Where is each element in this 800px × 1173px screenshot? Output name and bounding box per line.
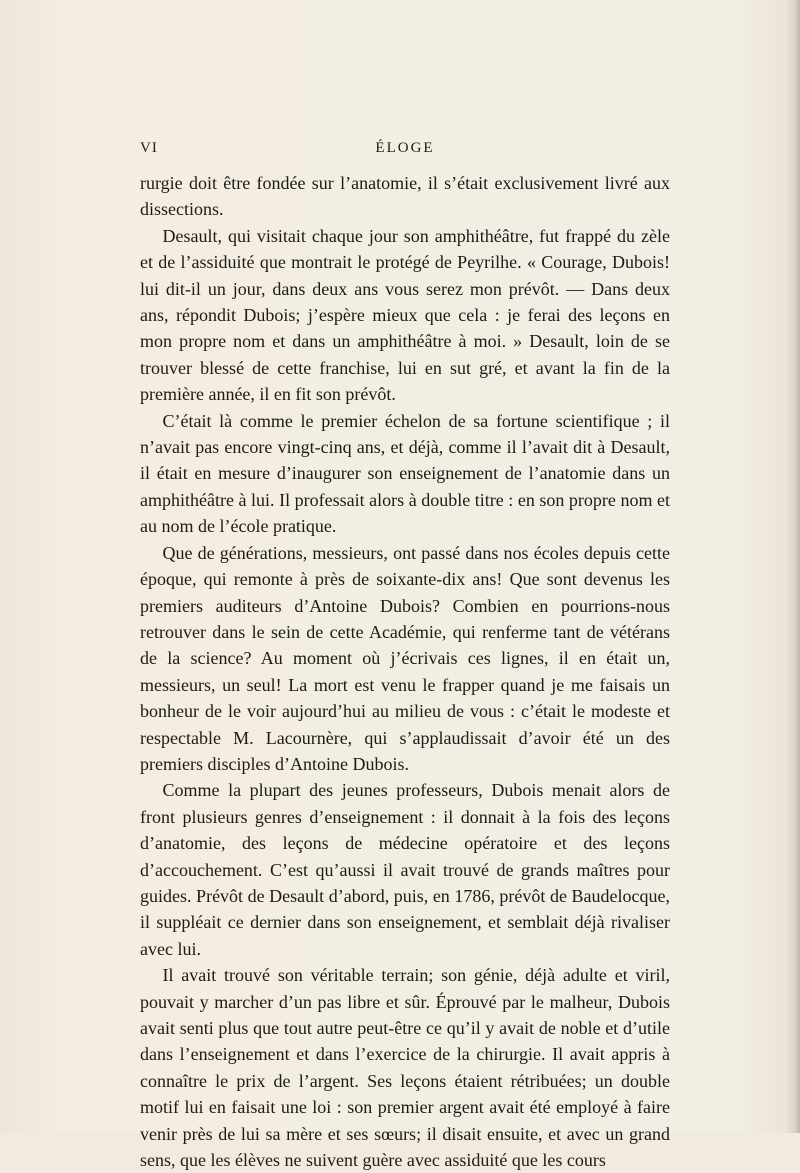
- running-title: ÉLOGE: [375, 140, 435, 156]
- paragraph-continuation: rurgie doit être fondée sur l’anatomie, il s’était exclusivement livré aux dissections.: [140, 173, 670, 220]
- paragraph-terrain: Il avait trouvé son véritable terrain; son génie, déjà adulte et viril, pouvait y marcher d’un pas libre et sûr. Éprouvé par le malheur, Dubois avait senti plus que tout autre peut-être ce qu’il y avait de noble et d’utile dans l’enseignement et dans l’exercice de la chirurgie. Il avait appris à connaître le prix de l’argent. Ses leçons étaient rétribuées; un double motif lui en faisait une loi : son premier argent avait été employé à faire venir près de lui sa mère et ses sœurs; il disait ensuite, et avec un grand sens, que les élèves ne suivent guère avec assiduité que les cours: [140, 965, 670, 1171]
- page-edge-shadow: [786, 0, 800, 1133]
- body-text: [140, 170, 670, 1173]
- paragraph-premier-echelon: C’était là comme le premier échelon de sa fortune scientifique ; il n’avait pas encore vingt-cinq ans, et déjà, comme il l’avait dit à Desault, il était en mesure d’inaugurer son enseignement de l’anatomie dans un amphithéâtre à lui. Il professait alors à double titre : en son propre nom et au nom de l’école pratique.: [140, 410, 670, 537]
- page-header: [140, 140, 670, 160]
- paragraph-generations: Que de générations, messieurs, ont passé dans nos écoles depuis cette époque, qui remonte à près de soixante-dix ans! Que sont devenus les premiers auditeurs d’Antoine Dubois? Combien en pourrions-nous retrouver dans le sein de cette Académie, qui renferme tant de vétérans de la science? Au moment où j’écrivais ces lignes, il en était un, messieurs, un seul! La mort est venu le frapper quand je me faisais un bonheur de le voir aujourd’hui au milieu de vous : c’était le modeste et respectable M. Lacournère, qui s’applaudissait d’avoir été un des premiers disciples d’Antoine Dubois.: [140, 542, 670, 774]
- page-number: VI: [140, 140, 158, 156]
- paragraph-desault: Desault, qui visitait chaque jour son amphithéâtre, fut frappé du zèle et de l’assiduité que montrait le protégé de Peyrilhe. « Courage, Dubois! lui dit-il un jour, dans deux ans vous serez mon prévôt. — Dans deux ans, répondit Dubois; j’espère mieux que cela : je ferai des leçons en mon propre nom et dans un amphithéâtre à moi. » Desault, loin de se trouver blessé de cette franchise, lui en sut gré, et avant la fin de la première année, il en fit son prévôt.: [140, 225, 670, 405]
- paragraph-enseignement: Comme la plupart des jeunes professeurs, Dubois menait alors de front plusieurs genres d’enseignement : il donnait à la fois des leçons d’anatomie, des leçons de médecine opératoire et des leçons d’accouchement. C’est qu’aussi il avait trouvé de grands maîtres pour guides. Prévôt de Desault d’abord, puis, en 1786, prévôt de Baudelocque, il suppléait ce dernier dans son enseignement, et semblait déjà rivaliser avec lui.: [140, 780, 670, 959]
